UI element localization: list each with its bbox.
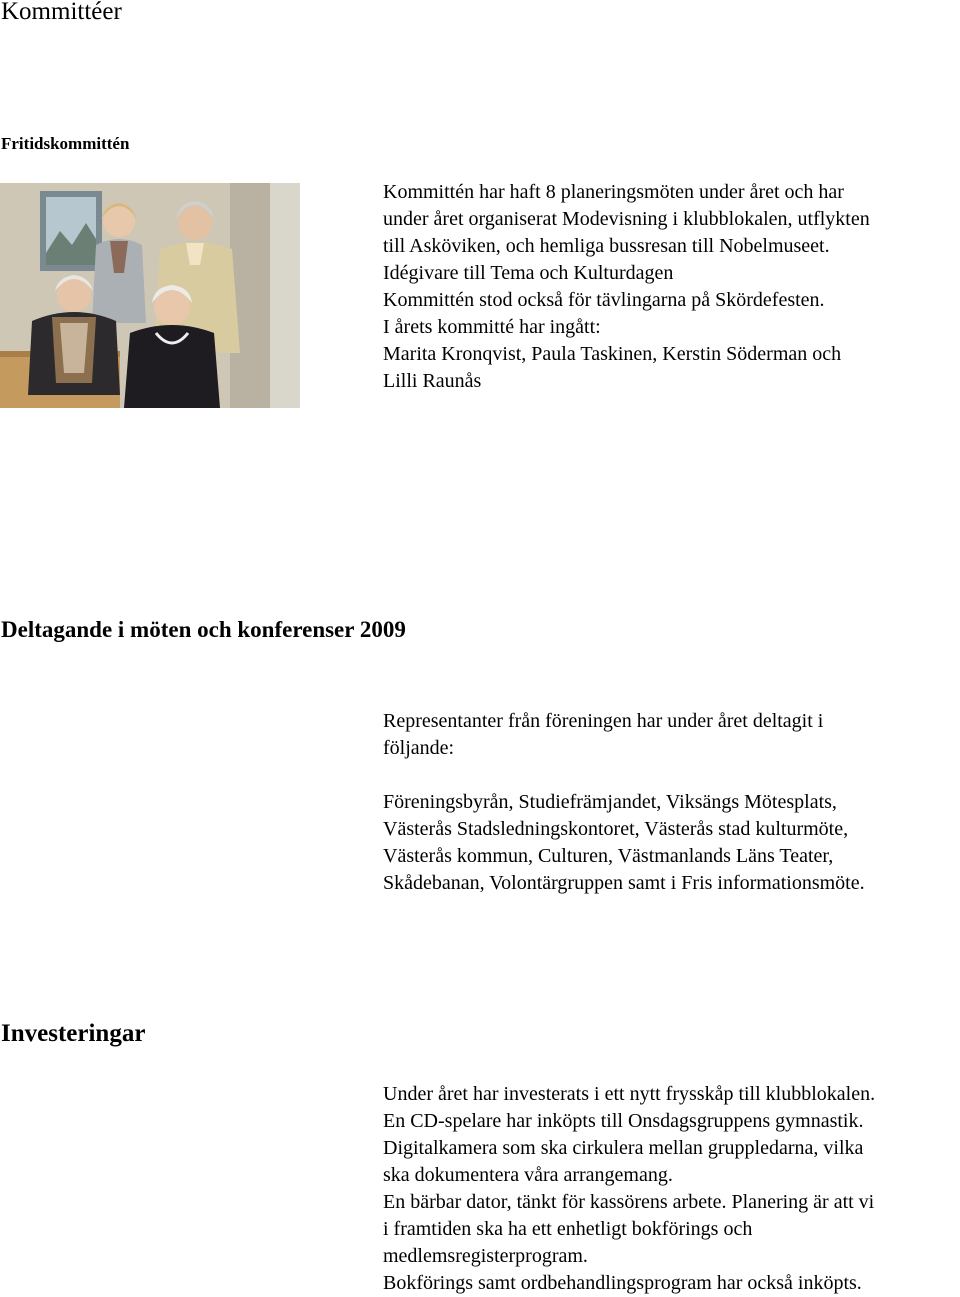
text-line: Under året har investerats i ett nytt frysskåp till klubblokalen.: [383, 1083, 876, 1105]
text-line: Marita Kronqvist, Paula Taskinen, Kerstin Söderman och: [383, 343, 842, 365]
text-line: till Asköviken, och hemliga bussresan till Nobelmuseet.: [383, 235, 830, 257]
text-line: Representanter från föreningen har under året deltagit i: [383, 710, 824, 732]
text-line: under året organiserat Modevisning i klubblokalen, utflykten: [383, 208, 870, 230]
investments-heading: Investeringar: [1, 1020, 146, 1047]
text-line: Kommittén stod också för tävlingarna på Skördefesten.: [383, 289, 825, 311]
committee-text: [383, 179, 870, 395]
text-line: En CD-spelare har inköpts till Onsdagsgruppens gymnastik.: [383, 1110, 864, 1132]
text-line: Idégivare till Tema och Kulturdagen: [383, 262, 674, 284]
text-line: I årets kommitté har ingått:: [383, 316, 601, 338]
page-title: Kommittéer: [1, 0, 122, 25]
meetings-list: [383, 789, 865, 897]
text-line: Västerås kommun, Culturen, Västmanlands Läns Teater,: [383, 845, 834, 867]
committee-heading: Fritidskommittén: [1, 134, 130, 153]
text-line: Västerås Stadsledningskontoret, Västerås stad kulturmöte,: [383, 818, 849, 840]
text-line: Lilli Raunås: [383, 370, 482, 392]
text-line: i framtiden ska ha ett enhetligt bokförings och: [383, 1218, 753, 1240]
text-line: Bokförings samt ordbehandlingsprogram har också inköpts.: [383, 1272, 862, 1294]
text-line: Skådebanan, Volontärgruppen samt i Fris informationsmöte.: [383, 872, 865, 894]
text-line: En bärbar dator, tänkt för kassörens arbete. Planering är att vi: [383, 1191, 875, 1213]
committee-photo: [0, 183, 300, 408]
text-line: följande:: [383, 737, 455, 759]
text-line: ska dokumentera våra arrangemang.: [383, 1164, 673, 1186]
text-line: Digitalkamera som ska cirkulera mellan gruppledarna, vilka: [383, 1137, 864, 1159]
meetings-heading: Deltagande i möten och konferenser 2009: [1, 617, 406, 642]
text-line: Kommittén har haft 8 planeringsmöten under året och har: [383, 181, 844, 203]
text-line: medlemsregisterprogram.: [383, 1245, 588, 1267]
investments-text: [383, 1081, 875, 1297]
meetings-intro: [383, 708, 823, 762]
text-line: Föreningsbyrån, Studiefrämjandet, Viksängs Mötesplats,: [383, 791, 837, 813]
